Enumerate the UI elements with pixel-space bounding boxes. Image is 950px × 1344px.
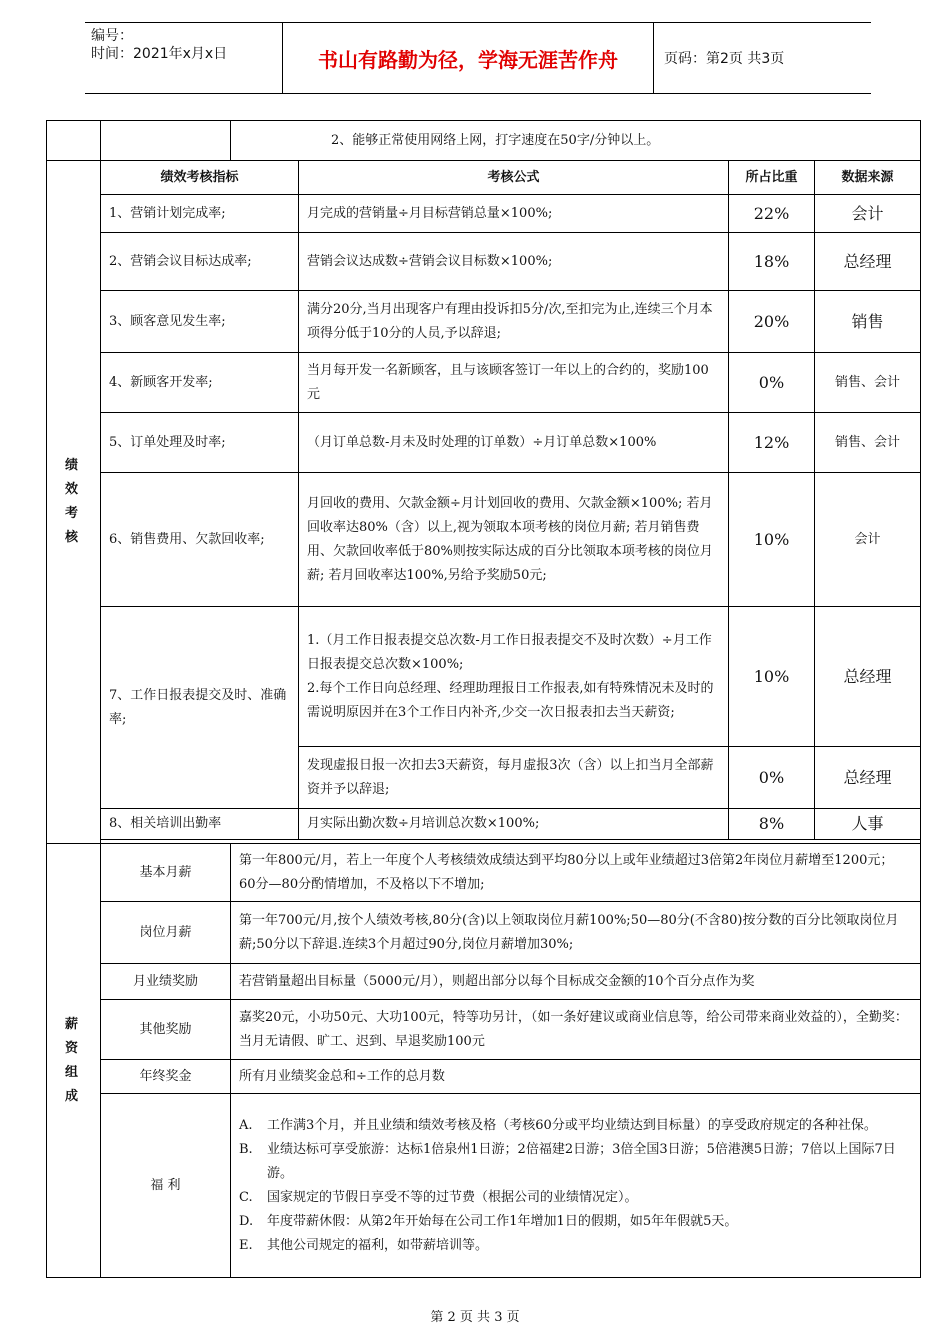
benefit-key: D. xyxy=(239,1213,254,1229)
col-header-weight: 所占比重 xyxy=(729,161,815,195)
source-cell: 总经理 xyxy=(815,233,921,291)
benefits-list xyxy=(239,1114,912,1258)
formula-cell: 月回收的费用、欠款金额÷月计划回收的费用、欠款金额×100%; 若月回收率达80%（含）以上,视为领取本项考核的岗位月薪; 若月销售费用、欠款回收率低于80%则按实际达成的百分比领取本项考核的岗位月薪; 若月回收率达100%,另给予奖励50元; xyxy=(299,473,729,607)
source-cell: 人事 xyxy=(815,809,921,840)
formula-cell: （月订单总数-月未及时处理的订单数）÷月订单总数×100% xyxy=(299,413,729,473)
weight-cell: 8% xyxy=(729,809,815,840)
salary-label: 岗位月薪 xyxy=(101,902,231,964)
indicator-cell: 2、营销会议目标达成率; xyxy=(101,233,299,291)
salary-label: 基本月薪 xyxy=(101,844,231,902)
source-cell: 会计 xyxy=(815,473,921,607)
benefit-key: E. xyxy=(239,1237,253,1253)
source-cell: 销售、会计 xyxy=(815,353,921,413)
formula-cell: 月完成的营销量÷月目标营销总量×100%; xyxy=(299,195,729,233)
page-header xyxy=(85,22,871,94)
requirement-text: 2、能够正常使用网络上网，打字速度在50字/分钟以上。 xyxy=(231,121,921,161)
weight-cell: 18% xyxy=(729,233,815,291)
benefit-item xyxy=(239,1186,912,1210)
weight-cell: 10% xyxy=(729,607,815,747)
benefit-item xyxy=(239,1138,912,1186)
benefit-item xyxy=(239,1210,912,1234)
weight-cell: 20% xyxy=(729,291,815,353)
weight-cell: 0% xyxy=(729,353,815,413)
header-motto: 书山有路勤为径，学海无涯苦作舟 xyxy=(282,23,654,93)
weight-cell: 22% xyxy=(729,195,815,233)
benefit-item xyxy=(239,1234,912,1258)
header-meta xyxy=(85,23,280,93)
col-header-indicator: 绩效考核指标 xyxy=(101,161,299,195)
blank-cell xyxy=(101,121,231,161)
benefits-list-cell xyxy=(231,1094,921,1278)
performance-section-label xyxy=(47,161,101,844)
col-header-formula: 考核公式 xyxy=(299,161,729,195)
benefit-text: 业绩达标可享受旅游：达标1倍泉州1日游；2倍福建2日游；3倍全国3日游；5倍港澳5日游；7倍以上国际7日游。 xyxy=(267,1141,896,1181)
salary-text: 第一年800元/月，若上一年度个人考核绩效成绩达到平均80分以上或年业绩超过3倍第2年岗位月薪增至1200元； 60分—80分酌情增加，不及格以下不增加; xyxy=(231,844,921,902)
time-label: 时间：2021年x月x日 xyxy=(91,46,228,62)
salary-section-label xyxy=(47,844,101,1278)
salary-text: 嘉奖20元，小功50元、大功100元，特等功另计，（如一条好建议或商业信息等，给公司带来商业效益的），全勤奖：当月无请假、旷工、迟到、早退奖励100元 xyxy=(231,1000,921,1060)
benefit-key: B. xyxy=(239,1141,253,1157)
formula-item: 1.（月工作日报表提交总次数-月工作日报表提交不及时次数）÷月工作日报表提交总次数×100%; xyxy=(307,632,712,672)
salary-text: 若营销量超出目标量（5000元/月），则超出部分以每个目标成交金额的10个百分点作为奖 xyxy=(231,964,921,1000)
formula-cell: 当月每开发一名新顾客，且与该顾客签订一年以上的合约的，奖励100元 xyxy=(299,353,729,413)
indicator-cell: 8、相关培训出勤率 xyxy=(101,809,299,840)
benefit-key: A. xyxy=(239,1117,253,1133)
number-label: 编号： xyxy=(91,28,133,44)
formula-cell: 发现虚报日报一次扣去3天薪资，每月虚报3次（含）以上扣当月全部薪资并予以辞退; xyxy=(299,747,729,809)
source-cell: 销售 xyxy=(815,291,921,353)
section-label-text: 绩效考核 xyxy=(64,458,82,545)
salary-text: 所有月业绩奖金总和÷工作的总月数 xyxy=(231,1060,921,1094)
indicator-cell: 4、新顾客开发率; xyxy=(101,353,299,413)
page-footer: 第 2 页 共 3 页 xyxy=(430,1310,520,1325)
formula-cell: 营销会议达成数÷营销会议目标数×100%; xyxy=(299,233,729,291)
benefits-label: 福 利 xyxy=(101,1094,231,1278)
formula-cell: 满分20分,当月出现客户有理由投诉扣5分/次,至扣完为止,连续三个月本项得分低于10分的人员,予以辞退; xyxy=(299,291,729,353)
formula-item: 2.每个工作日向总经理、经理助理报日工作报表,如有特殊情况未及时的需说明原因并在3个工作日内补齐,少交一次日报表扣去当天薪资; xyxy=(307,680,714,720)
benefit-text: 国家规定的节假日享受不等的过节费（根据公司的业绩情况定）。 xyxy=(267,1189,638,1205)
source-cell: 总经理 xyxy=(815,747,921,809)
col-header-source: 数据来源 xyxy=(815,161,921,195)
indicator-cell: 3、顾客意见发生率; xyxy=(101,291,299,353)
indicator-cell: 5、订单处理及时率; xyxy=(101,413,299,473)
benefit-text: 工作满3个月，并且业绩和绩效考核及格（考核60分或平均业绩达到目标量）的享受政府规定的各种社保。 xyxy=(267,1117,877,1133)
indicator-cell: 6、销售费用、欠款回收率; xyxy=(101,473,299,607)
source-cell: 会计 xyxy=(815,195,921,233)
formula-cell xyxy=(299,607,729,747)
section-label-text: 薪资组成 xyxy=(64,1016,82,1104)
salary-label: 年终奖金 xyxy=(101,1060,231,1094)
source-cell: 总经理 xyxy=(815,607,921,747)
salary-text: 第一年700元/月,按个人绩效考核,80分(含)以上领取岗位月薪100%;50—80分(不含80)按分数的百分比领取岗位月薪;50分以下辞退.连续3个月超过90分,岗位月薪增加30%; xyxy=(231,902,921,964)
benefit-text: 其他公司规定的福利，如带薪培训等。 xyxy=(267,1237,489,1253)
content-table xyxy=(46,120,921,1278)
indicator-cell: 7、工作日报表提交及时、准确率; xyxy=(101,607,299,809)
salary-label: 其他奖励 xyxy=(101,1000,231,1060)
formula-cell: 月实际出勤次数÷月培训总次数×100%; xyxy=(299,809,729,840)
weight-cell: 0% xyxy=(729,747,815,809)
benefit-text: 年度带薪休假：从第2年开始每在公司工作1年增加1日的假期，如5年年假就5天。 xyxy=(267,1213,738,1229)
header-page-code: 页码：第2页 共3页 xyxy=(664,51,785,67)
weight-cell: 12% xyxy=(729,413,815,473)
benefit-item xyxy=(239,1114,912,1138)
indicator-cell: 1、营销计划完成率; xyxy=(101,195,299,233)
source-cell: 销售、会计 xyxy=(815,413,921,473)
salary-label: 月业绩奖励 xyxy=(101,964,231,1000)
weight-cell: 10% xyxy=(729,473,815,607)
blank-cell xyxy=(47,121,101,161)
benefit-key: C. xyxy=(239,1189,253,1205)
